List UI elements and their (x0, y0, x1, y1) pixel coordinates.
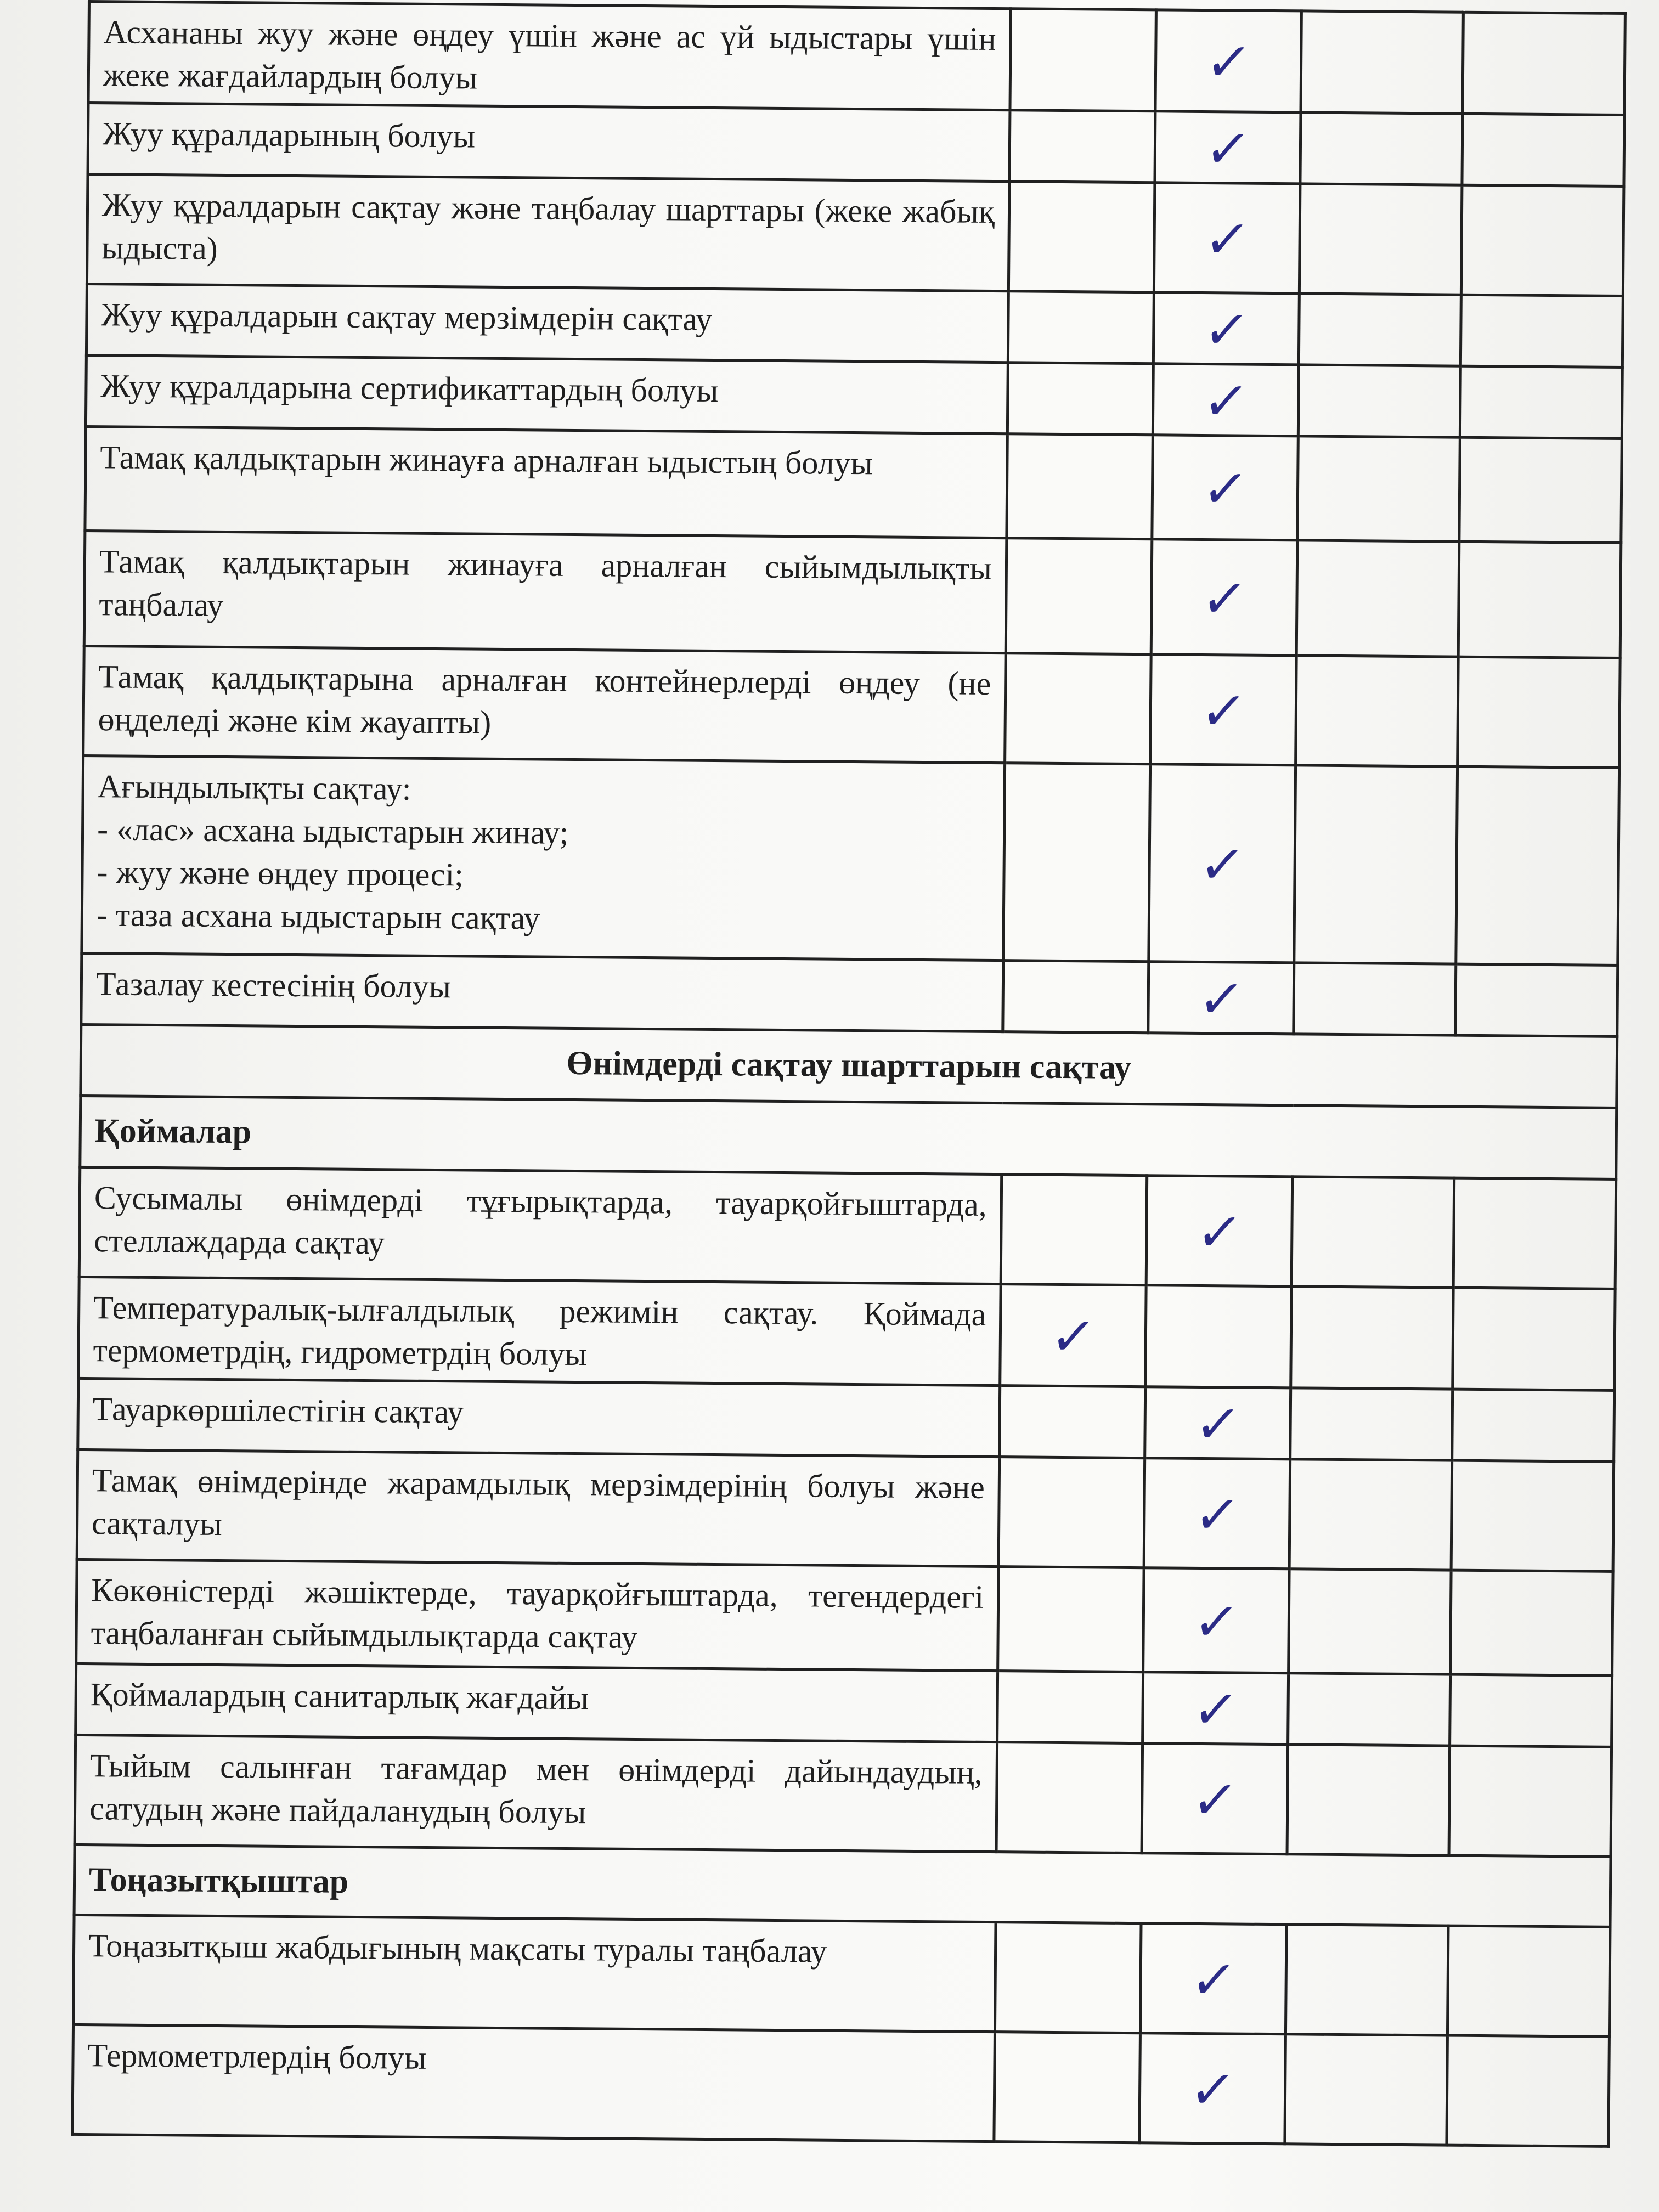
mark-cell[interactable] (1289, 1569, 1451, 1674)
mark-cell[interactable] (1155, 10, 1301, 112)
mark-cell[interactable] (1300, 112, 1463, 185)
mark-cell[interactable] (1453, 1178, 1616, 1289)
item-line: - жуу және өңдеу процесі; (97, 854, 464, 893)
mark-cell[interactable] (1294, 765, 1458, 964)
table-row (85, 426, 1622, 543)
mark-cell[interactable] (1154, 183, 1300, 294)
mark-cell[interactable] (998, 1567, 1144, 1672)
checkmark-icon: ✓ (1186, 2058, 1239, 2120)
mark-cell[interactable] (1301, 11, 1463, 114)
mark-cell[interactable] (1452, 1389, 1615, 1462)
table-row (81, 953, 1618, 1036)
section-title: Өнімдерді сақтау шарттарын сақтау (81, 1024, 1617, 1108)
item-label: Термометрлердің болуы (72, 2024, 995, 2141)
item-line: Ағындылықты сақтау: (97, 768, 411, 807)
checkmark-icon: ✓ (1199, 370, 1252, 432)
checklist-table-wrapper (71, 0, 1623, 2148)
table-row (87, 174, 1623, 296)
item-label: Жуу құралдарын сақтау мерзімдерін сақтау (86, 284, 1008, 363)
mark-cell[interactable] (1003, 763, 1150, 962)
checkmark-icon: ✓ (1199, 298, 1253, 361)
item-line: - «лас» асхана ыдыстарын жинау; (97, 811, 569, 851)
item-label: Көкөністерді жәшіктерде, тауарқойғыштарда, тегендердегі таңбаланған сыйымдылықтарда сақтау (76, 1559, 998, 1671)
mark-cell[interactable] (1455, 964, 1618, 1036)
mark-cell[interactable] (1144, 1458, 1290, 1569)
subsection-title: Тоңазытқыштар (74, 1844, 1611, 1927)
mark-cell[interactable] (1447, 2035, 1610, 2146)
mark-cell[interactable] (1150, 654, 1297, 765)
checkmark-icon: ✓ (1198, 458, 1252, 520)
table-row (79, 1167, 1616, 1289)
table-row (72, 2024, 1609, 2146)
mark-cell[interactable] (1143, 1568, 1289, 1673)
mark-cell[interactable] (1153, 364, 1299, 436)
checkmark-icon: ✓ (1197, 680, 1250, 742)
table-row (84, 531, 1621, 658)
mark-cell[interactable] (1009, 110, 1155, 183)
checkmark-icon: ✓ (1191, 1393, 1245, 1455)
mark-cell[interactable] (1299, 184, 1462, 295)
mark-cell[interactable] (1008, 291, 1154, 364)
mark-cell[interactable] (1146, 1176, 1293, 1286)
mark-cell[interactable] (1453, 1288, 1615, 1390)
mark-cell[interactable] (1451, 1570, 1613, 1675)
item-label: Жуу құралдарының болуы (88, 103, 1010, 182)
table-row (86, 284, 1623, 368)
checkmark-icon: ✓ (1046, 1305, 1100, 1368)
mark-cell[interactable] (1005, 653, 1152, 764)
item-line: - таза асхана ыдыстарын сақтау (96, 896, 540, 936)
item-label: Тауаркөршілестігін сақтау (78, 1378, 1000, 1457)
table-row (83, 646, 1620, 768)
mark-cell[interactable] (1291, 1177, 1454, 1288)
mark-cell[interactable] (1297, 436, 1460, 541)
mark-cell[interactable] (1285, 2034, 1448, 2145)
mark-cell[interactable] (1463, 12, 1625, 115)
mark-cell[interactable] (1000, 1386, 1146, 1458)
mark-cell[interactable] (1153, 292, 1299, 365)
table-row (75, 1735, 1611, 1857)
mark-cell[interactable] (1298, 365, 1460, 437)
item-label (82, 755, 1005, 960)
item-label: Тамақ қалдықтарына арналған контейнерлерді өңдеу (не өңделеді және кім жауапты) (83, 646, 1006, 763)
item-label: Тамақ өнімдерінде жарамдылық мерзімдерінің болуы және сақталуы (77, 1449, 1000, 1566)
mark-cell[interactable] (1288, 1673, 1451, 1746)
item-label: Асхананы жуу және өңдеу үшін және ас үй ыдыстары үшін жеке жағдайлардың болуы (88, 2, 1011, 110)
mark-cell[interactable] (1299, 294, 1461, 366)
table-row (77, 1449, 1613, 1571)
mark-cell[interactable] (1008, 182, 1155, 292)
item-label: Тоңазытқыш жабдығының мақсаты туралы таңбалау (74, 1915, 996, 2032)
mark-cell[interactable] (1296, 656, 1459, 766)
mark-cell[interactable] (1458, 541, 1621, 658)
mark-cell[interactable] (1460, 295, 1623, 367)
mark-cell[interactable] (994, 2032, 1141, 2143)
mark-cell[interactable] (1152, 435, 1298, 540)
mark-cell[interactable] (1001, 1175, 1147, 1285)
checkmark-icon: ✓ (1188, 1769, 1242, 1831)
mark-cell[interactable] (1287, 1745, 1450, 1855)
table-row (74, 1915, 1610, 2036)
item-label: Жуу құралдарына сертификаттардың болуы (86, 355, 1008, 433)
mark-cell[interactable] (1149, 764, 1296, 963)
table-row (78, 1378, 1615, 1462)
table-row (81, 1024, 1617, 1108)
checkmark-icon: ✓ (1189, 1590, 1243, 1652)
checkmark-icon: ✓ (1201, 31, 1255, 93)
checkmark-icon: ✓ (1187, 1949, 1240, 2011)
mark-cell[interactable] (1142, 1743, 1288, 1854)
mark-cell[interactable] (1143, 1672, 1289, 1745)
table-row (78, 1277, 1615, 1390)
table-row (88, 2, 1625, 115)
checkmark-icon: ✓ (1190, 1483, 1244, 1546)
mark-cell[interactable] (1146, 1285, 1291, 1388)
item-label: Температуралық-ылғалдылық режимін сақтау. Қоймада термометрдің, гидрометрдің болуы (78, 1277, 1001, 1385)
mark-cell[interactable] (1462, 114, 1624, 186)
checkmark-icon: ✓ (1192, 1201, 1246, 1263)
checkmark-icon: ✓ (1195, 833, 1249, 896)
mark-cell[interactable] (1294, 963, 1456, 1035)
mark-cell[interactable] (1155, 111, 1301, 184)
mark-cell[interactable] (1290, 1388, 1453, 1460)
table-row (88, 103, 1624, 187)
mark-cell[interactable] (995, 1922, 1141, 2033)
mark-cell[interactable] (1000, 1284, 1146, 1387)
checklist-table (71, 0, 1626, 2148)
item-label: Қоймалардың санитарлық жағдайы (76, 1663, 998, 1742)
mark-cell[interactable] (1449, 1746, 1612, 1857)
mark-cell[interactable] (1007, 363, 1153, 435)
mark-cell[interactable] (1151, 539, 1297, 656)
mark-cell[interactable] (1145, 1387, 1291, 1459)
mark-cell[interactable] (997, 1671, 1143, 1743)
checkmark-icon: ✓ (1197, 567, 1251, 630)
mark-cell[interactable] (996, 1742, 1143, 1853)
mark-cell[interactable] (1461, 185, 1624, 296)
mark-cell[interactable] (1460, 366, 1622, 438)
mark-cell[interactable] (1447, 1926, 1610, 2036)
checklist-body (72, 2, 1625, 2147)
item-label: Тазалау кестесінің болуы (81, 953, 1003, 1031)
mark-cell[interactable] (1296, 540, 1459, 657)
checkmark-icon: ✓ (1189, 1678, 1243, 1740)
mark-cell[interactable] (1003, 961, 1149, 1033)
mark-cell[interactable] (1139, 2033, 1286, 2144)
mark-cell[interactable] (1459, 437, 1622, 543)
mark-cell[interactable] (1289, 1459, 1452, 1570)
checkmark-icon: ✓ (1200, 208, 1254, 270)
mark-cell[interactable] (1450, 1674, 1612, 1747)
table-row (76, 1663, 1612, 1747)
mark-cell[interactable] (1007, 434, 1153, 539)
subsection-title: Қоймалар (80, 1096, 1617, 1179)
mark-cell[interactable] (1458, 657, 1621, 768)
mark-cell[interactable] (1148, 962, 1294, 1034)
mark-cell[interactable] (1285, 1925, 1448, 2035)
item-label: Жуу құралдарын сақтау және таңбалау шарттары (жеке жабық ыдыста) (87, 174, 1009, 291)
item-label: Тыйым салынған тағамдар мен өнімдерді дайындаудың, сатудың және пайдаланудың болуы (75, 1735, 997, 1852)
table-row (86, 355, 1622, 438)
table-row (80, 1096, 1617, 1179)
item-label: Сусымалы өнімдерді тұғырықтарда, тауарқойғыштарда, стеллаждарда сақтау (79, 1167, 1002, 1284)
mark-cell[interactable] (1456, 766, 1620, 965)
checkmark-icon: ✓ (1194, 968, 1248, 1030)
table-row (82, 755, 1620, 965)
item-label: Тамақ қалдықтарын жинауға арналған ыдыстың болуы (85, 426, 1007, 538)
table-row (76, 1559, 1613, 1675)
mark-cell[interactable] (1451, 1460, 1614, 1571)
mark-cell[interactable] (1140, 1923, 1286, 2034)
table-row (74, 1844, 1611, 1927)
checkmark-icon: ✓ (1201, 117, 1255, 180)
mark-cell[interactable] (1006, 538, 1152, 654)
mark-cell[interactable] (998, 1457, 1145, 1568)
mark-cell[interactable] (1010, 9, 1156, 111)
mark-cell[interactable] (1291, 1286, 1453, 1389)
item-label: Тамақ қалдықтарын жинауға арналған сыйымдылықты таңбалау (84, 531, 1007, 653)
